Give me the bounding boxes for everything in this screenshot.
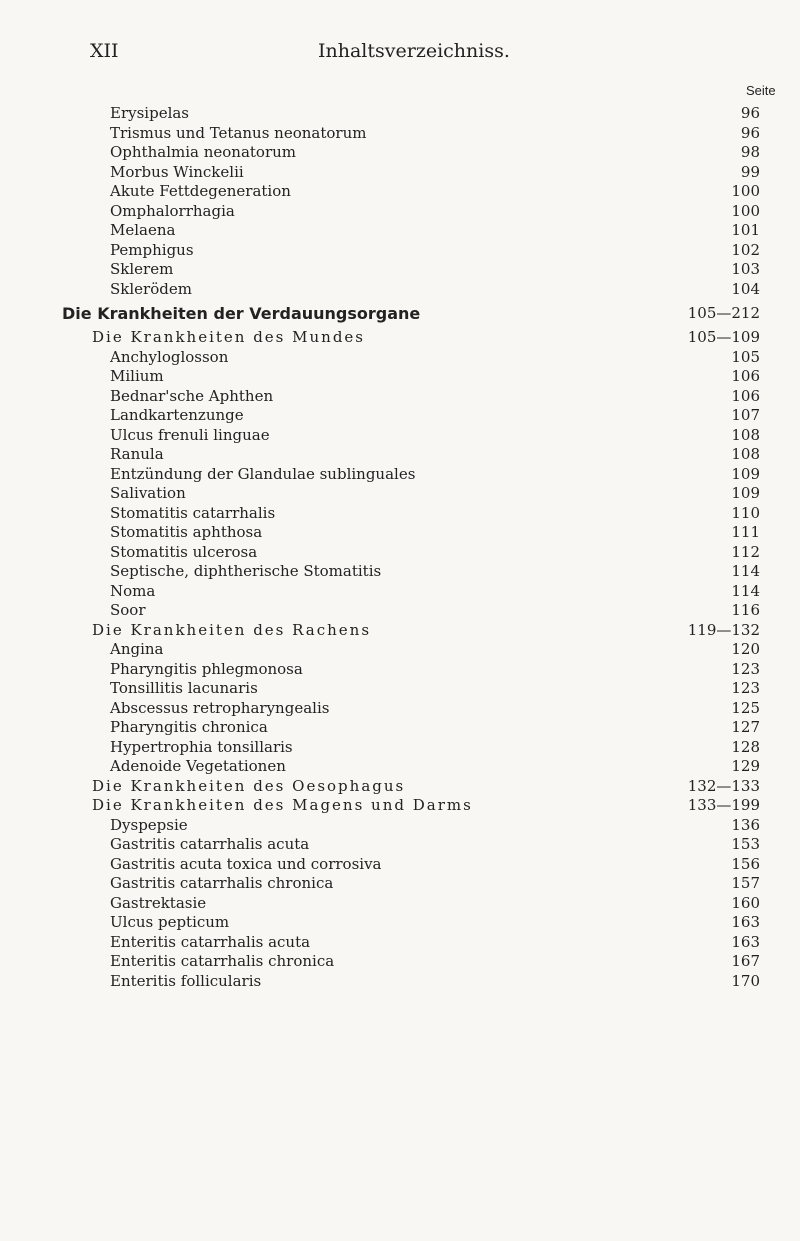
entry-page: 112 bbox=[731, 542, 760, 561]
entry-page: 107 bbox=[731, 406, 760, 424]
entry-page: 105—109 bbox=[687, 328, 760, 346]
entry-page: 156 bbox=[731, 854, 760, 873]
toc-entry bbox=[0, 582, 800, 602]
entry-label: Gastritis catarrhalis chronica bbox=[110, 874, 334, 892]
column-label: Seite bbox=[746, 83, 776, 98]
toc-entry bbox=[0, 406, 800, 426]
page-header bbox=[0, 40, 800, 70]
entry-page: 106 bbox=[731, 386, 760, 405]
toc-entry bbox=[0, 241, 800, 261]
entry-label: Anchyloglosson bbox=[110, 347, 229, 366]
toc-entry bbox=[0, 523, 800, 543]
entry-label: Noma bbox=[110, 581, 156, 600]
entry-page: 129 bbox=[731, 757, 760, 775]
toc-entry bbox=[0, 387, 800, 407]
running-title: Inhaltsverzeichniss. bbox=[318, 40, 510, 62]
entry-label: Trismus und Tetanus neonatorum bbox=[110, 123, 367, 142]
toc-entry bbox=[0, 738, 800, 758]
toc-entry bbox=[0, 757, 800, 777]
toc-entry bbox=[0, 221, 800, 241]
entry-label: Die Krankheiten des Oesophagus bbox=[92, 776, 406, 795]
entry-page: 100 bbox=[731, 201, 760, 220]
entry-label: Abscessus retropharyngealis bbox=[110, 698, 330, 717]
entry-page: 103 bbox=[731, 260, 760, 278]
toc-entry bbox=[0, 718, 800, 738]
section-entry bbox=[0, 328, 800, 348]
toc-entry bbox=[0, 143, 800, 163]
entry-page: 170 bbox=[731, 971, 760, 990]
entry-label: Sklerödem bbox=[110, 279, 192, 298]
toc-entry bbox=[0, 679, 800, 699]
toc-entry bbox=[0, 640, 800, 660]
entry-page: 111 bbox=[731, 523, 760, 541]
entry-label: Stomatitis aphthosa bbox=[110, 523, 263, 541]
toc-entry bbox=[0, 835, 800, 855]
toc-entry bbox=[0, 601, 800, 621]
toc-entry bbox=[0, 660, 800, 680]
entry-page: 108 bbox=[731, 425, 760, 444]
entry-page: 96 bbox=[740, 123, 760, 142]
entry-label: Stomatitis catarrhalis bbox=[110, 503, 276, 522]
toc-entry bbox=[0, 426, 800, 446]
entry-label: Hypertrophia tonsillaris bbox=[110, 737, 293, 756]
entry-page: 116 bbox=[731, 601, 760, 619]
entry-page: 153 bbox=[731, 835, 760, 853]
entry-page: 133—199 bbox=[687, 796, 760, 814]
entry-page: 101 bbox=[731, 221, 760, 239]
entry-label: Enteritis follicularis bbox=[110, 971, 262, 990]
entry-label: Tonsillitis lacunaris bbox=[110, 679, 258, 697]
entry-label: Ulcus pepticum bbox=[110, 913, 230, 931]
toc-entry bbox=[0, 855, 800, 875]
toc-entry bbox=[0, 367, 800, 387]
toc-entry bbox=[0, 913, 800, 933]
toc-entry bbox=[0, 484, 800, 504]
entry-label: Salivation bbox=[110, 484, 186, 502]
entry-label: Die Krankheiten der Verdauungsorgane bbox=[62, 304, 421, 323]
toc-entry bbox=[0, 104, 800, 124]
entry-label: Pharyngitis phlegmonosa bbox=[110, 659, 303, 678]
toc-entry bbox=[0, 260, 800, 280]
entry-label: Omphalorrhagia bbox=[110, 201, 235, 220]
entry-label: Ranula bbox=[110, 445, 164, 463]
entry-page: 127 bbox=[731, 718, 760, 736]
entry-label: Erysipelas bbox=[110, 104, 190, 122]
entry-page: 100 bbox=[731, 182, 760, 200]
toc-entry bbox=[0, 504, 800, 524]
toc-entry bbox=[0, 280, 800, 300]
entry-page: 123 bbox=[731, 679, 760, 697]
entry-page: 120 bbox=[731, 640, 760, 658]
entry-label: Sklerem bbox=[110, 260, 174, 278]
entry-label: Enteritis catarrhalis chronica bbox=[110, 952, 335, 970]
entry-label: Gastrektasie bbox=[110, 893, 207, 912]
toc-entry bbox=[0, 699, 800, 719]
entry-label: Gastritis catarrhalis acuta bbox=[110, 835, 310, 853]
entry-page: 106 bbox=[731, 367, 760, 385]
entry-page: 110 bbox=[731, 503, 760, 522]
entry-page: 163 bbox=[731, 932, 760, 951]
toc-entry bbox=[0, 952, 800, 972]
entry-label: Die Krankheiten des Mundes bbox=[92, 328, 366, 346]
entry-label: Ophthalmia neonatorum bbox=[110, 143, 297, 161]
entry-label: Bednar'sche Aphthen bbox=[110, 386, 274, 405]
table-of-contents bbox=[0, 104, 800, 991]
entry-label: Akute Fettdegeneration bbox=[110, 182, 291, 200]
entry-page: 108 bbox=[731, 445, 760, 463]
entry-label: Milium bbox=[110, 367, 164, 385]
entry-page: 136 bbox=[731, 815, 760, 834]
entry-page: 114 bbox=[731, 562, 760, 580]
entry-label: Melaena bbox=[110, 221, 176, 239]
entry-page: 102 bbox=[731, 240, 760, 259]
toc-entry bbox=[0, 348, 800, 368]
entry-page: 132—133 bbox=[687, 776, 760, 795]
toc-entry bbox=[0, 163, 800, 183]
page-number: XII bbox=[90, 40, 119, 62]
entry-label: Enteritis catarrhalis acuta bbox=[110, 932, 311, 951]
toc-entry bbox=[0, 874, 800, 894]
entry-page: 123 bbox=[731, 659, 760, 678]
toc-entry bbox=[0, 972, 800, 992]
chapter-entry bbox=[0, 299, 800, 328]
entry-page: 109 bbox=[731, 464, 760, 483]
toc-entry bbox=[0, 465, 800, 485]
entry-label: Die Krankheiten des Magens und Darms bbox=[92, 796, 473, 814]
entry-label: Septische, diphtherische Stomatitis bbox=[110, 562, 382, 580]
toc-entry bbox=[0, 816, 800, 836]
toc-entry bbox=[0, 124, 800, 144]
entry-label: Stomatitis ulcerosa bbox=[110, 542, 258, 561]
entry-page: 157 bbox=[731, 874, 760, 892]
entry-page: 96 bbox=[740, 104, 760, 122]
entry-page: 114 bbox=[731, 581, 760, 600]
entry-label: Pemphigus bbox=[110, 240, 194, 259]
toc-entry bbox=[0, 562, 800, 582]
entry-label: Soor bbox=[110, 601, 146, 619]
toc-entry bbox=[0, 543, 800, 563]
entry-label: Die Krankheiten des Rachens bbox=[92, 620, 372, 639]
entry-page: 98 bbox=[740, 143, 760, 161]
section-entry bbox=[0, 621, 800, 641]
entry-page: 119—132 bbox=[687, 620, 760, 639]
entry-label: Landkartenzunge bbox=[110, 406, 244, 424]
toc-entry bbox=[0, 182, 800, 202]
entry-page: 167 bbox=[731, 952, 760, 970]
entry-page: 128 bbox=[731, 737, 760, 756]
toc-entry bbox=[0, 933, 800, 953]
entry-page: 105 bbox=[731, 347, 760, 366]
entry-page: 163 bbox=[731, 913, 760, 931]
entry-label: Ulcus frenuli linguae bbox=[110, 425, 270, 444]
entry-label: Angina bbox=[110, 640, 164, 658]
entry-page: 104 bbox=[731, 279, 760, 298]
section-entry bbox=[0, 777, 800, 797]
entry-page: 99 bbox=[740, 162, 760, 181]
entry-label: Entzündung der Glandulae sublinguales bbox=[110, 464, 416, 483]
entry-page: 109 bbox=[731, 484, 760, 502]
toc-entry bbox=[0, 894, 800, 914]
entry-label: Gastritis acuta toxica und corrosiva bbox=[110, 854, 382, 873]
entry-label: Dyspepsie bbox=[110, 815, 188, 834]
entry-page: 125 bbox=[731, 698, 760, 717]
entry-label: Adenoide Vegetationen bbox=[110, 757, 286, 775]
toc-entry bbox=[0, 445, 800, 465]
toc-entry bbox=[0, 202, 800, 222]
section-entry bbox=[0, 796, 800, 816]
entry-page: 105—212 bbox=[687, 304, 760, 322]
entry-label: Morbus Winckelii bbox=[110, 162, 244, 181]
entry-label: Pharyngitis chronica bbox=[110, 718, 268, 736]
entry-page: 160 bbox=[731, 893, 760, 912]
